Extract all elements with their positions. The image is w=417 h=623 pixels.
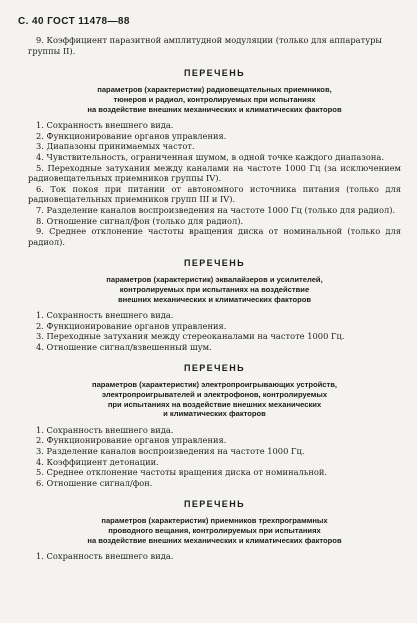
section-title: ПЕРЕЧЕНЬ: [184, 499, 245, 510]
subtitle-line: параметров (характеристик) эквалайзеров и усилителей,: [106, 275, 323, 285]
list-item: 6. Ток покоя при питании от автономного источника питания (только для радиовещательных приемников групп III и IV).: [28, 183, 401, 205]
list-item: 1. Сохранность внешнего вида.: [36, 120, 174, 131]
list-item: 5. Среднее отклонение частоты вращения диска от номинальной.: [36, 467, 328, 478]
section-title: ПЕРЕЧЕНЬ: [184, 258, 245, 269]
section-subtitle: [34, 85, 395, 114]
list-item: 1. Сохранность внешнего вида.: [36, 424, 174, 435]
list-item: 2. Функционирование органов управления.: [36, 130, 227, 141]
subtitle-line: параметров (характеристик) приемников трехпрограммных: [101, 516, 328, 526]
subtitle-line: параметров (характеристик) электропроигрывающих устройств,: [91, 380, 338, 390]
subtitle-line: и климатических факторов: [163, 409, 266, 419]
section-subtitle: [34, 275, 395, 304]
list-item: 8. Отношение сигнал/фон (только для радиол).: [36, 215, 244, 226]
list-item: 3. Диапазоны принимаемых частот.: [36, 141, 195, 152]
subtitle-line: параметров (характеристик) радиовещательных приемников,: [97, 85, 332, 95]
section-title: ПЕРЕЧЕНЬ: [184, 68, 245, 79]
list-item: 6. Отношение сигнал/фон.: [36, 477, 153, 488]
parameter-list: [28, 120, 401, 247]
subtitle-line: при испытаниях на воздействие внешних механических: [107, 399, 322, 409]
subtitle-line: внешних механических и климатических факторов: [117, 294, 312, 304]
list-item: 9. Среднее отклонение частоты вращения диска от номинальной (только для радиол).: [28, 226, 401, 247]
list-item: 4. Чувствительность, ограниченная шумом, в одной точке каждого диапазона.: [36, 151, 384, 162]
list-item: 2. Функционирование органов управления.: [36, 435, 227, 446]
subtitle-line: контролируемых при испытаниях на воздействие: [119, 284, 310, 294]
section-record-players: [28, 363, 401, 488]
section-radio-receivers: [28, 68, 401, 247]
subtitle-line: электропроигрывателей и электрофонов, контролируемых: [101, 390, 328, 400]
subtitle-line: на воздействие внешних механических и климатических факторов: [87, 104, 342, 114]
list-item: 3. Переходные затухания между стереоканалами на частоте 1000 Гц.: [36, 331, 345, 342]
parameter-list: [28, 425, 401, 489]
list-item: 4. Коэффициент детонации.: [36, 456, 159, 467]
list-item: 1. Сохранность внешнего вида.: [36, 551, 174, 562]
list-item: 2. Функционирование органов управления.: [36, 320, 227, 331]
subtitle-line: проводного вещания, контролируемых при испытаниях: [108, 526, 321, 535]
section-equalizers: [28, 258, 401, 352]
list-item: 5. Переходные затухания между каналами на частоте 1000 Гц (за исключением радиовещательных приемников группы IV).: [28, 162, 401, 184]
section-wired-receivers: [28, 499, 401, 561]
section-subtitle: [34, 516, 395, 545]
list-item: 7. Разделение каналов воспроизведения на частоте 1000 Гц (только для радиол).: [36, 204, 396, 215]
list-item: 4. Отношение сигнал/взвешенный шум.: [36, 341, 212, 352]
section-subtitle: [34, 380, 395, 418]
parameter-list: [28, 551, 401, 562]
list-item: 1. Сохранность внешнего вида.: [36, 310, 174, 321]
subtitle-line: тюнеров и радиол, контролируемых при испытаниях: [113, 95, 316, 104]
subtitle-line: на воздействие внешних механических и климатических факторов: [87, 535, 342, 545]
intro-paragraph: 9. Коэффициент паразитной амплитудной модуляции (только для аппаратуры группы II).: [28, 35, 382, 57]
parameter-list: [28, 310, 401, 352]
section-title: ПЕРЕЧЕНЬ: [184, 363, 245, 374]
list-item: 3. Разделение каналов воспроизведения на частоте 1000 Гц.: [36, 446, 305, 457]
page-header: С. 40 ГОСТ 11478—88: [18, 16, 130, 27]
